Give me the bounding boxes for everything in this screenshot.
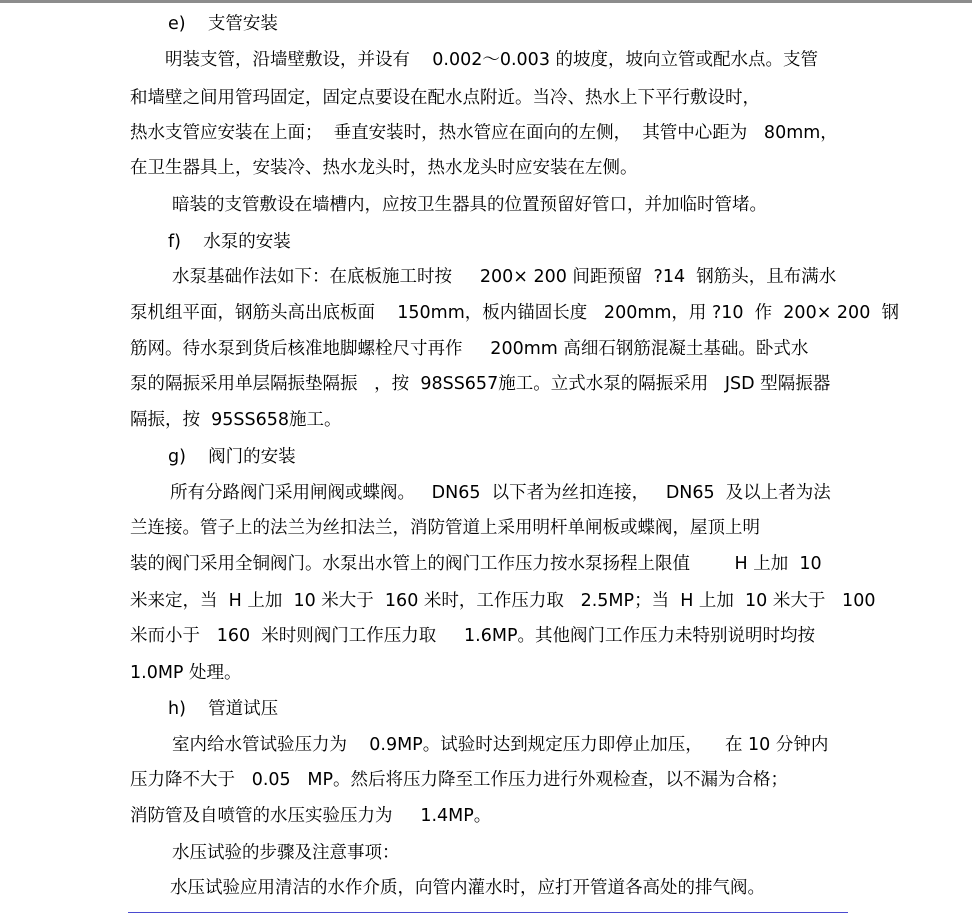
paragraph-line: 所有分路阀门采用闸阀或蝶阀。 DN65 以下者为丝扣连接， DN65 及以上者为法	[170, 483, 831, 503]
heading-f: f) 水泵的安装	[168, 232, 291, 252]
paragraph-line: 泵机组平面，钢筋头高出底板面 150mm，板内锚固长度 200mm，用 ?10 作 200× 200 钢	[130, 303, 899, 323]
top-border-line	[0, 0, 972, 3]
bottom-border-line	[128, 912, 848, 913]
paragraph-line: 消防管及自喷管的水压实验压力为 1.4MP。	[130, 806, 492, 826]
paragraph-line: 1.0MP 处理。	[130, 663, 242, 683]
paragraph-line: 装的阀门采用全铜阀门。水泵出水管上的阀门工作压力按水泵扬程上限值 H 上加 10	[130, 554, 822, 574]
paragraph-line: 米来定，当 H 上加 10 米大于 160 米时，工作压力取 2.5MP；当 H 上加 10 米大于 100	[130, 591, 876, 611]
paragraph-line: 和墙壁之间用管玛固定，固定点要设在配水点附近。当冷、热水上下平行敷设时，	[130, 88, 760, 108]
paragraph-line: 在卫生器具上，安装冷、热水龙头时，热水龙头时应安装在左侧。	[130, 158, 638, 178]
paragraph-line: 米而小于 160 米时则阀门工作压力取 1.6MP。其他阀门工作压力未特别说明时均按	[130, 626, 816, 646]
paragraph-line: 水压试验的步骤及注意事项：	[172, 843, 400, 863]
paragraph-line: 明装支管，沿墙壁敷设，并设有 0.002～0.003 的坡度，坡向立管或配水点。支管	[165, 50, 819, 70]
paragraph-line: 隔振，按 95SS658施工。	[130, 410, 342, 430]
paragraph-line: 热水支管应安装在上面； 垂直安装时，热水管应在面向的左侧， 其管中心距为 80mm，	[130, 123, 838, 143]
paragraph-line: 压力降不大于 0.05 MP。然后将压力降至工作压力进行外观检查，以不漏为合格；	[130, 770, 788, 790]
paragraph-line: 室内给水管试验压力为 0.9MP。试验时达到规定压力即停止加压， 在 10 分钟内	[172, 735, 829, 755]
paragraph-line: 暗装的支管敷设在墙槽内，应按卫生器具的位置预留好管口，并加临时管堵。	[172, 195, 767, 215]
heading-e: e) 支管安装	[168, 14, 278, 34]
heading-h: h) 管道试压	[168, 699, 279, 719]
paragraph-line: 筋网。待水泵到货后核准地脚螺栓尺寸再作 200mm 高细石钢筋混凝土基础。卧式水	[130, 339, 809, 359]
paragraph-line: 水泵基础作法如下：在底板施工时按 200× 200 间距预留 ?14 钢筋头，且布满水	[172, 267, 837, 287]
paragraph-line: 水压试验应用清洁的水作介质，向管内灌水时，应打开管道各高处的排气阀。	[170, 878, 765, 898]
paragraph-line: 泵的隔振采用单层隔振垫隔振 ，按 98SS657施工。立式水泵的隔振采用 JSD 型隔振器	[130, 374, 831, 394]
heading-g: g) 阀门的安装	[168, 447, 296, 467]
paragraph-line: 兰连接。管子上的法兰为丝扣法兰，消防管道上采用明杆单闸板或蝶阀，屋顶上明	[130, 518, 760, 538]
